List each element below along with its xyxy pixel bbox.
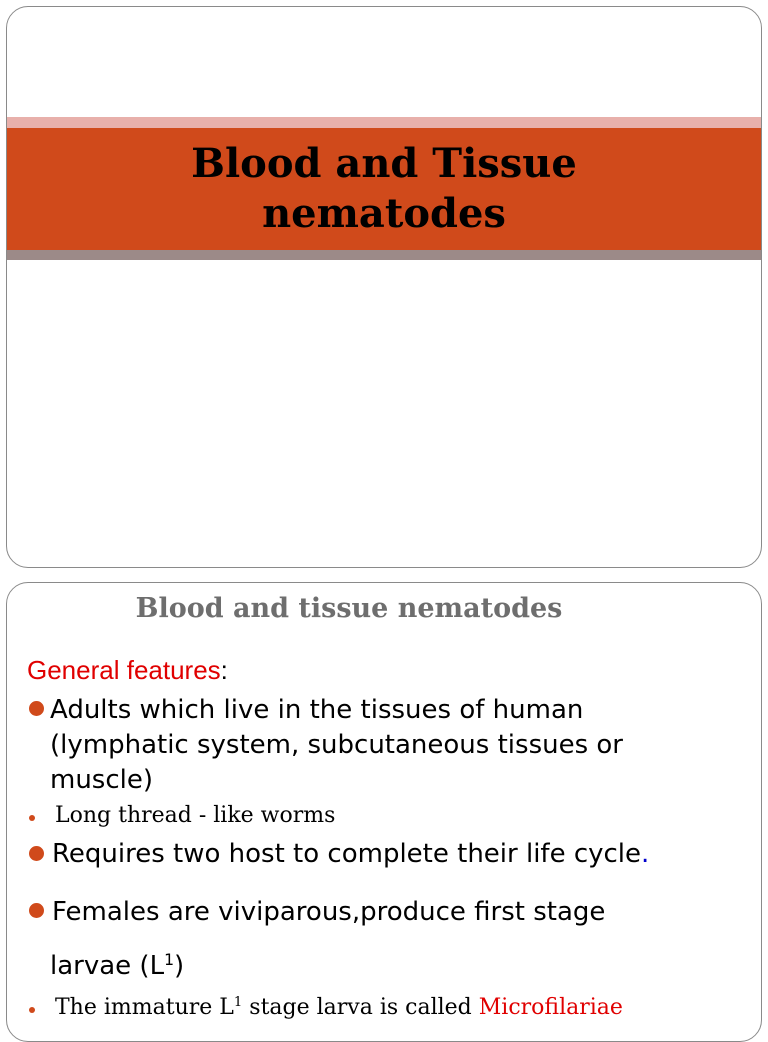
general-features-colon: :	[220, 655, 228, 685]
general-features-label	[27, 655, 228, 686]
bullet-two-hosts-text: Requires two host to complete their life cycle	[52, 839, 642, 869]
bullet-long-thread: Long thread - like worms	[55, 803, 336, 828]
immature-prefix: The immature L	[55, 995, 234, 1020]
title-band-bottom-stripe	[7, 250, 761, 260]
larvae-subscript: 1	[164, 951, 174, 969]
title-band	[7, 128, 761, 250]
bullet-two-hosts-period: .	[641, 839, 650, 869]
bullet-microfilariae	[55, 995, 623, 1020]
sub-bullet-dot-icon	[29, 815, 35, 821]
bullet-dot-icon	[29, 846, 44, 861]
bullet-adults: Adults which live in the tissues of human (lymphatic system, subcutaneous tissues or muscle)	[50, 695, 623, 795]
bullet-two-hosts	[52, 839, 649, 869]
microfilariae-term: Microfilariae	[478, 995, 623, 1020]
bullet-dot-icon	[29, 701, 44, 716]
content-heading: Blood and tissue nematodes	[135, 593, 563, 624]
immature-subscript: 1	[233, 995, 243, 1010]
slide-title-line1: Blood and Tissue	[191, 140, 577, 187]
title-band-top-stripe	[7, 117, 761, 128]
bullet-dot-icon	[29, 903, 44, 918]
bullet-larvae-continuation	[50, 951, 184, 981]
content-slide	[6, 582, 762, 1042]
slide-title-line2: nematodes	[262, 190, 506, 237]
title-slide	[6, 6, 762, 568]
bullet-females: Females are viviparous,produce first stage	[52, 897, 606, 927]
sub-bullet-dot-icon	[29, 1007, 35, 1013]
larvae-suffix: )	[173, 951, 185, 981]
general-features-text: General features	[27, 655, 221, 685]
immature-mid: stage larva is called	[242, 995, 479, 1020]
larvae-prefix: larvae (L	[50, 951, 165, 981]
slide-title	[191, 139, 577, 239]
